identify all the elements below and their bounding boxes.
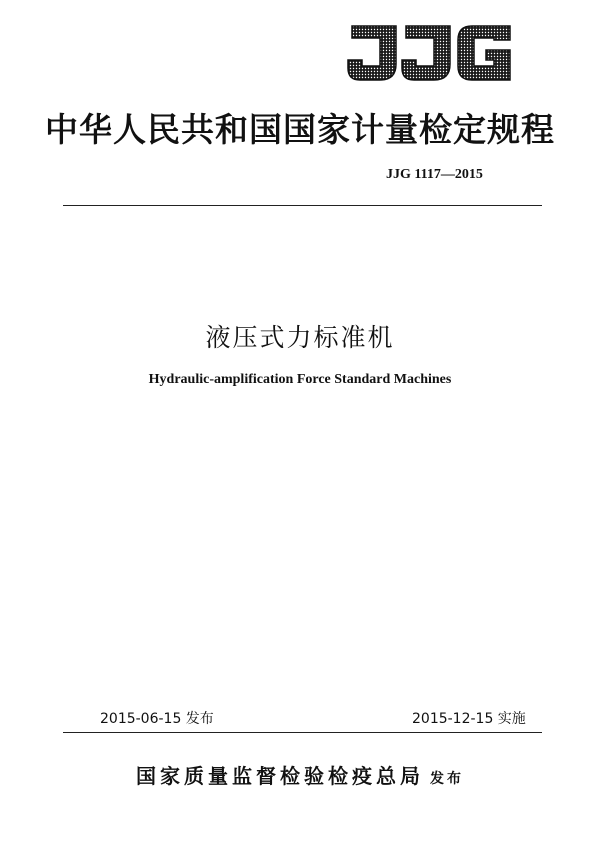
bottom-divider xyxy=(63,732,542,733)
issuer-suffix: 发布 xyxy=(430,771,464,787)
issue-date: 2015-06-15 发布 xyxy=(100,711,214,727)
document-title-chinese: 液压式力标准机 xyxy=(205,323,395,352)
main-title: 中华人民共和国国家计量检定规程 xyxy=(45,110,555,149)
top-divider xyxy=(63,205,542,206)
document-title-english: Hydraulic-amplification Force Standard Machines xyxy=(148,372,452,387)
issuer-line xyxy=(0,760,600,789)
implementation-date: 2015-12-15 实施 xyxy=(412,711,526,727)
jjg-logo xyxy=(346,22,514,84)
issuer-name: 国家质量监督检验检疫总局 xyxy=(136,764,424,788)
document-code: JJG 1117—2015 xyxy=(386,167,483,182)
